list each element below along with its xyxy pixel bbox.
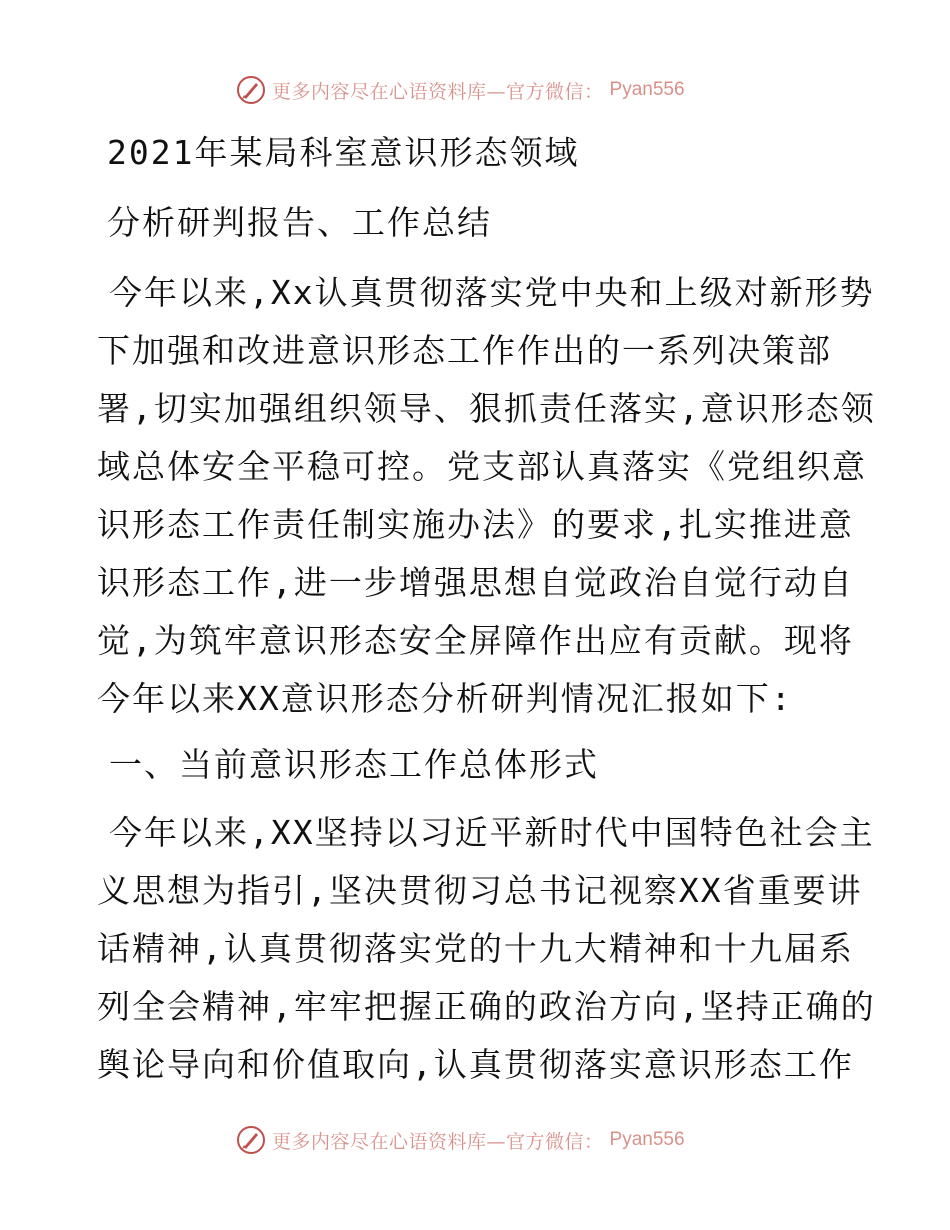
document-title-line-1: 2021年某局科室意识形态领域: [107, 133, 580, 172]
watermark-text: 更多内容尽在心语资料库—官方微信：: [272, 80, 604, 103]
paragraph-line: 识形态工作责任制实施办法》的要求,扎实推进意: [97, 505, 854, 544]
paragraph-intro: [97, 264, 876, 728]
paragraph-line: 域总体安全平稳可控。党支部认真落实《党组织意: [97, 447, 867, 486]
watermark-footer: [236, 1122, 685, 1158]
paragraph-line: 识形态工作,进一步增强思想自觉政治自觉行动自: [97, 563, 854, 602]
paragraph-line: 觉,为筑牢意识形态安全屏障作出应有贡献。现将: [97, 621, 854, 660]
paragraph-line: 今年以来,XX坚持以习近平新时代中国特色社会主: [109, 813, 875, 852]
section-heading: 一、当前意识形态工作总体形式: [109, 745, 599, 784]
quill-logo-icon: [236, 1125, 266, 1155]
paragraph-line: 义思想为指引,坚决贯彻习总书记视察XX省重要讲: [97, 871, 863, 910]
paragraph-line: 今年以来,Xx认真贯彻落实党中央和上级对新形势: [109, 273, 875, 312]
watermark-wechat-id: Pyan556: [609, 1129, 685, 1150]
paragraph-line: 话精神,认真贯彻落实党的十九大精神和十九届系: [97, 929, 854, 968]
watermark-header: [236, 72, 685, 108]
quill-logo-icon: [236, 75, 266, 105]
watermark-wechat-id: Pyan556: [609, 79, 685, 100]
paragraph-line: 署,切实加强组织领导、狠抓责任落实,意识形态领: [97, 389, 876, 428]
paragraph-line: 舆论导向和价值取向,认真贯彻落实意识形态工作: [97, 1045, 854, 1084]
paragraph-section-1: [97, 804, 876, 1094]
paragraph-line: 下加强和改进意识形态工作作出的一系列决策部: [97, 331, 832, 370]
watermark-text: 更多内容尽在心语资料库—官方微信：: [272, 1130, 604, 1153]
paragraph-line: 今年以来XX意识形态分析研判情况汇报如下:: [97, 679, 793, 718]
document-body: [97, 124, 876, 1094]
document-title-line-2: 分析研判报告、工作总结: [107, 203, 492, 242]
paragraph-line: 列全会精神,牢牢把握正确的政治方向,坚持正确的: [97, 987, 876, 1026]
